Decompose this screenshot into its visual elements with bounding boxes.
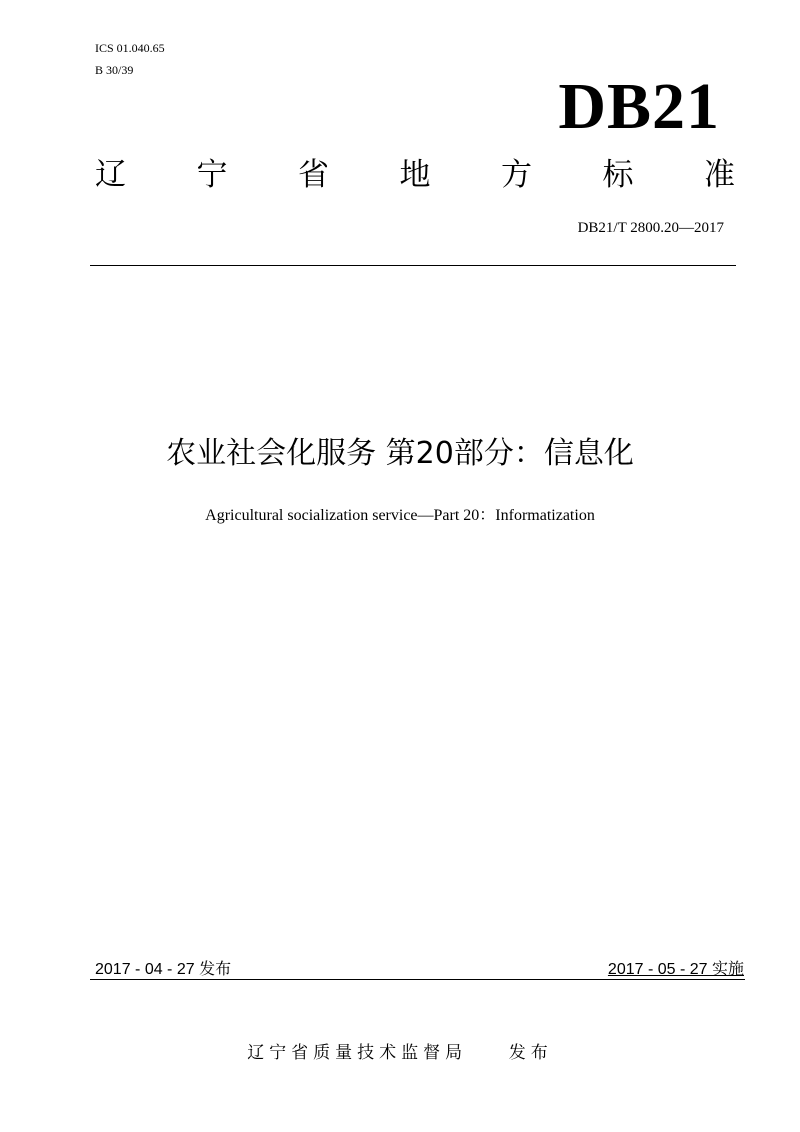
issuing-authority: 辽宁省质量技术监督局 发布 xyxy=(247,1043,553,1063)
standard-number: DB21/T 2800.20—2017 xyxy=(577,220,724,236)
standard-type-char: 准 xyxy=(704,157,735,193)
document-title-chinese: 农业社会化服务 第20部分：信息化 xyxy=(166,436,634,471)
document-title-english: Agricultural socialization service—Part 20：Informatization xyxy=(205,507,595,524)
issue-date: 2017 - 04 - 27 发布 xyxy=(95,961,232,978)
standard-logo: DB21 xyxy=(558,70,720,143)
standard-type-char: 省 xyxy=(298,157,329,193)
classification-code: B 30/39 xyxy=(95,63,134,77)
standard-type-char: 地 xyxy=(399,157,431,193)
standard-type-char: 方 xyxy=(501,157,532,193)
standard-type-char: 辽 xyxy=(95,157,126,193)
implementation-date: 2017 - 05 - 27 实施 xyxy=(607,961,744,978)
standard-type-char: 宁 xyxy=(196,157,228,193)
footer-divider xyxy=(90,979,745,980)
standard-type-heading xyxy=(95,155,735,195)
standard-type-char: 标 xyxy=(602,157,634,193)
ics-code: ICS 01.040.65 xyxy=(95,41,165,55)
header-divider xyxy=(90,265,736,266)
